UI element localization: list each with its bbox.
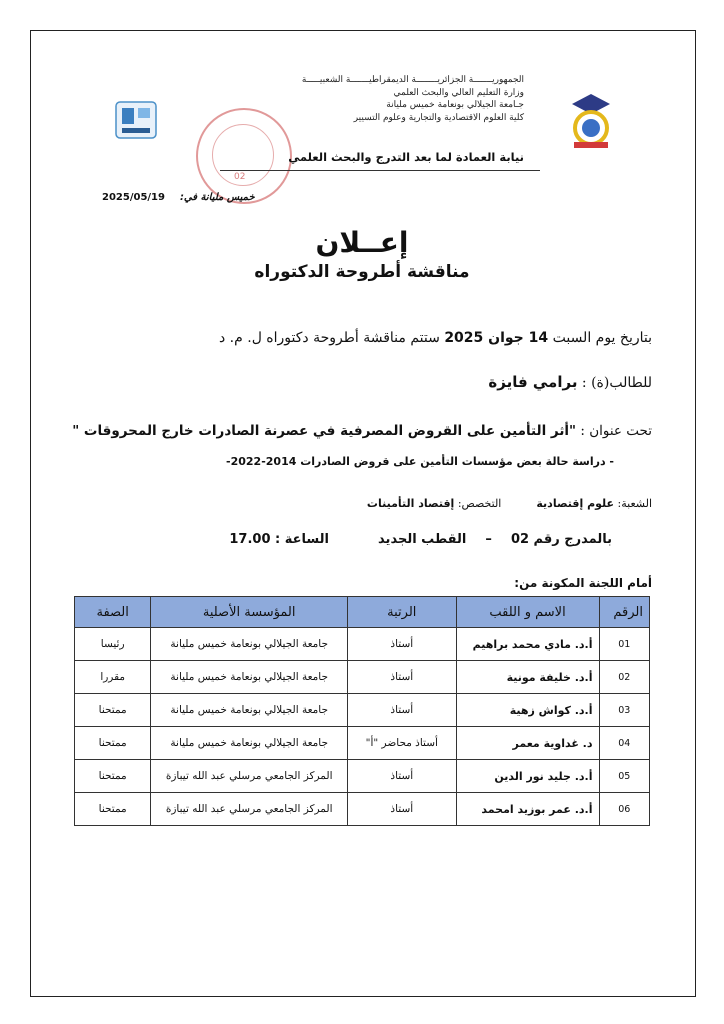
branch-value: علوم إقتصادية	[536, 497, 615, 510]
document-date	[102, 192, 255, 203]
stamp-number: 02	[234, 172, 246, 182]
member-name: أ.د. مادي محمد براهيم	[456, 628, 599, 661]
committee-table	[74, 596, 650, 826]
member-role: ممتحنا	[75, 694, 151, 727]
specialty-value: إقتصاد التأمينات	[366, 497, 455, 510]
member-name: أ.د. عمر بوزيد امحمد	[456, 793, 599, 826]
date-suffix: ستتم مناقشة أطروحة دكتوراه ل. م. د	[218, 330, 440, 346]
member-institution: جامعة الجيلالي بونعامة خميس مليانة	[151, 628, 348, 661]
specialty-label: التخصص:	[457, 497, 502, 510]
date-prefix: بتاريخ يوم السبت	[552, 330, 652, 346]
member-rank: أستاذ	[348, 793, 457, 826]
table-row	[75, 661, 650, 694]
venue-dash: –	[485, 532, 492, 547]
member-name: أ.د. خليفة مونية	[456, 661, 599, 694]
faculty-logo	[112, 96, 160, 146]
student-label: للطالب(ة) :	[581, 375, 652, 391]
member-institution: المركز الجامعي مرسلي عبد الله تيبازة	[151, 793, 348, 826]
table-row	[75, 694, 650, 727]
member-role: رئيسا	[75, 628, 151, 661]
page-subtitle: مناقشة أطروحة الدكتوراه	[254, 262, 470, 282]
member-name: أ.د. كواش زهية	[456, 694, 599, 727]
member-rank: أستاذ محاضر "أ"	[348, 727, 457, 760]
table-row	[75, 628, 650, 661]
row-number: 06	[599, 793, 650, 826]
header-number: الرقم	[599, 597, 650, 628]
member-name: أ.د. جليد نور الدين	[456, 760, 599, 793]
thesis-title-line	[72, 423, 652, 439]
row-number: 01	[599, 628, 650, 661]
member-role: مقررا	[75, 661, 151, 694]
header-institution: المؤسسة الأصلية	[151, 597, 348, 628]
member-role: ممتحنا	[75, 760, 151, 793]
header-divider	[220, 170, 540, 171]
header-faculty: كلية العلوم الاقتصادية والتجارية وعلوم التسيير	[353, 112, 524, 123]
header-ministry: وزارة التعليم العالي والبحث العلمي	[393, 87, 524, 98]
header-university: جـامعة الجيلالي بونعامة خميس مليانة	[386, 100, 524, 110]
student-name: برامي فايزة	[488, 373, 578, 391]
student-line	[488, 373, 652, 391]
member-institution: جامعة الجيلالي بونعامة خميس مليانة	[151, 694, 348, 727]
table-row	[75, 793, 650, 826]
row-number: 02	[599, 661, 650, 694]
defense-time: الساعة : 17.00	[229, 532, 329, 547]
member-rank: أستاذ	[348, 694, 457, 727]
venue: بالمدرج رقم 02	[510, 532, 612, 547]
date-value: 2025/05/19	[102, 192, 165, 203]
institution-header	[184, 74, 524, 124]
header-name: الاسم و اللقب	[456, 597, 599, 628]
venue-line	[229, 532, 612, 547]
header-republic: الجمهوريـــــــة الجزائريــــــــة الديمقراطيـــــــة الشعبيـــــة	[301, 75, 524, 85]
table-row	[75, 727, 650, 760]
defense-date-line	[219, 330, 652, 346]
row-number: 04	[599, 727, 650, 760]
committee-intro: أمام اللجنة المكونة من:	[514, 576, 652, 590]
member-institution: جامعة الجيلالي بونعامة خميس مليانة	[151, 661, 348, 694]
page-title: إعــلان	[315, 226, 409, 259]
member-institution: المركز الجامعي مرسلي عبد الله تيبازة	[151, 760, 348, 793]
member-institution: جامعة الجيلالي بونعامة خميس مليانة	[151, 727, 348, 760]
member-name: د. غداوية معمر	[456, 727, 599, 760]
vice-deanship: نيابة العمادة لما بعد التدرج والبحث العلمي	[288, 150, 524, 164]
branch-label: الشعبة:	[617, 497, 652, 510]
member-rank: أستاذ	[348, 760, 457, 793]
row-number: 05	[599, 760, 650, 793]
date-label: خميس مليانة في:	[179, 192, 255, 203]
page-border	[30, 30, 696, 997]
branch-specialty-line	[367, 497, 652, 510]
row-number: 03	[599, 694, 650, 727]
member-rank: أستاذ	[348, 661, 457, 694]
table-row	[75, 760, 650, 793]
thesis-title: "أثر التأمين على القروض المصرفية في عصرنة الصادرات خارج المحروقات "	[72, 423, 577, 439]
table-header-row	[75, 597, 650, 628]
member-role: ممتحنا	[75, 793, 151, 826]
campus: القطب الجديد	[378, 532, 467, 547]
header-role: الصفة	[75, 597, 151, 628]
member-role: ممتحنا	[75, 727, 151, 760]
thesis-title-label: تحت عنوان :	[580, 423, 652, 439]
member-rank: أستاذ	[348, 628, 457, 661]
university-logo	[566, 90, 616, 152]
header-rank: الرتبة	[348, 597, 457, 628]
case-study-line: - دراسة حالة بعض مؤسسات التأمين على قروض الصادرات 2014-2022-	[226, 455, 614, 468]
defense-date: 14 جوان 2025	[444, 330, 549, 346]
